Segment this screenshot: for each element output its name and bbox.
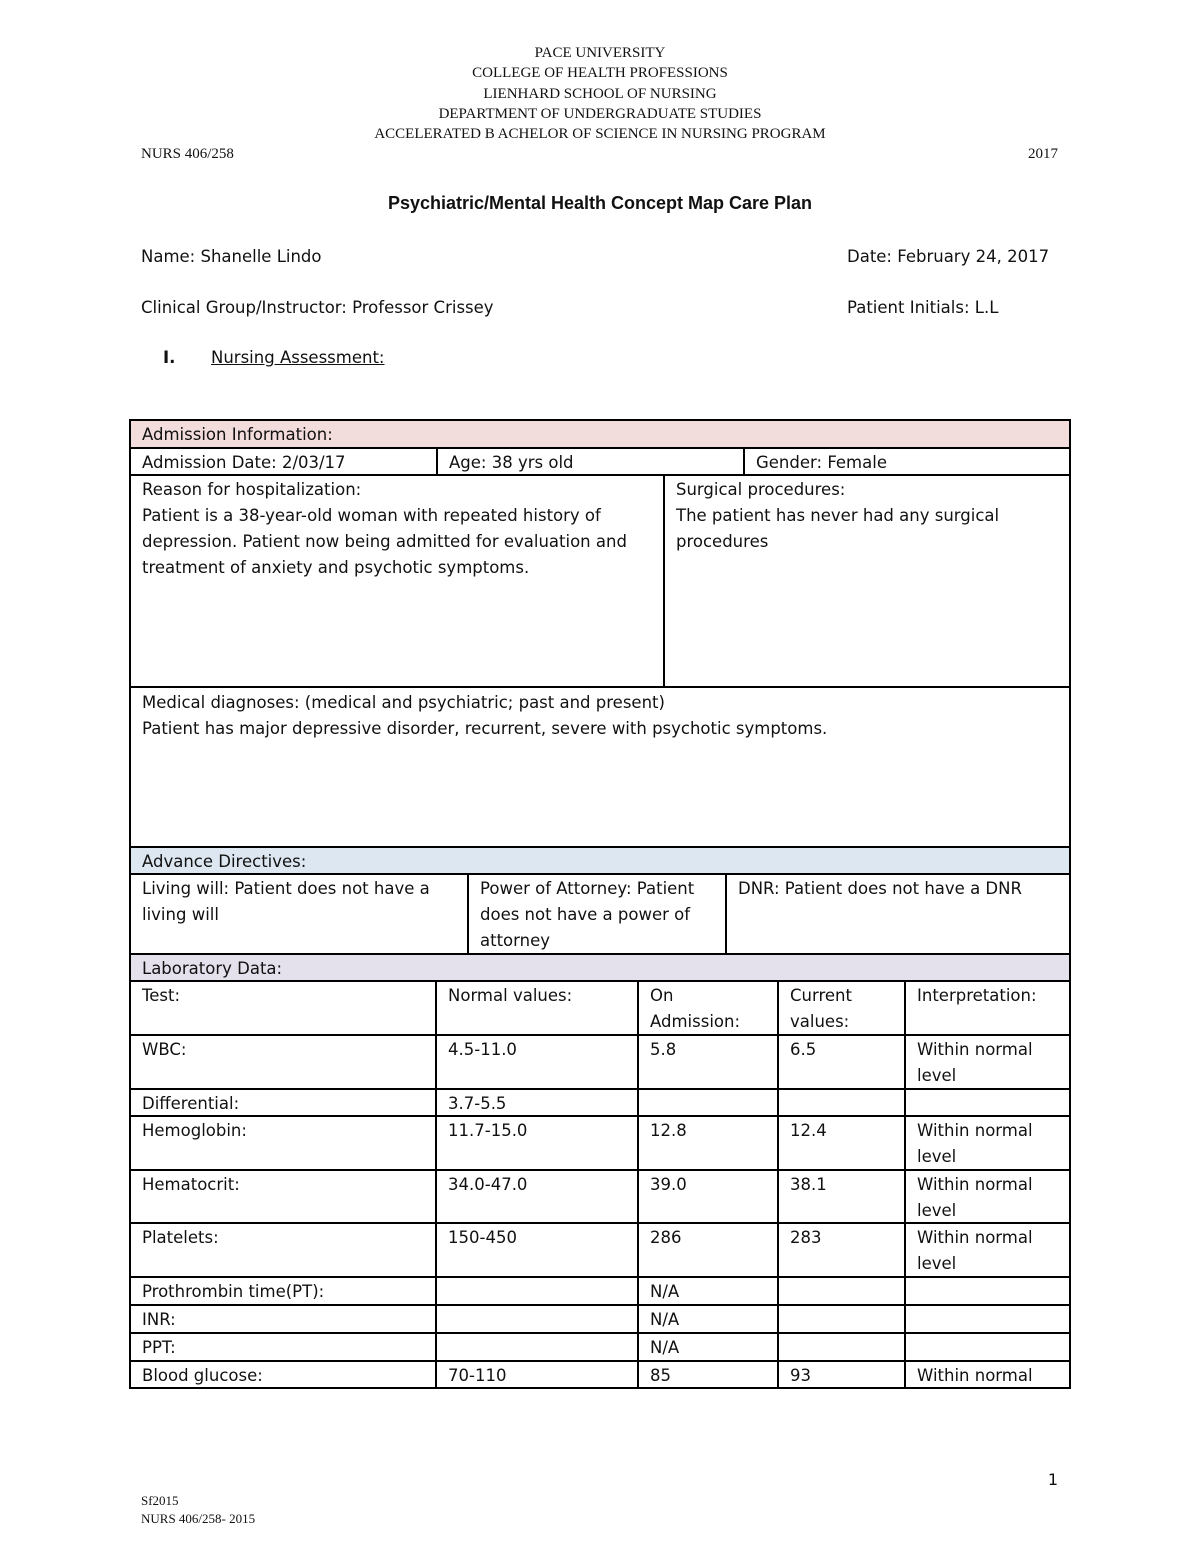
lab-admission: N/A xyxy=(639,1278,779,1304)
footer-course: NURS 406/258- 2015 xyxy=(141,1511,256,1526)
lab-normal xyxy=(437,1306,639,1332)
surgical-cell xyxy=(665,476,1069,686)
table-row xyxy=(131,1334,1069,1362)
lab-test: WBC: xyxy=(131,1036,437,1088)
lab-test: PPT: xyxy=(131,1334,437,1360)
advance-heading-row xyxy=(131,848,1069,875)
reason-label: Reason for hospitalization: xyxy=(142,480,362,499)
lab-current: 283 xyxy=(779,1224,906,1276)
lab-normal: 4.5-11.0 xyxy=(437,1036,639,1088)
footer-note xyxy=(141,1492,255,1528)
lab-normal xyxy=(437,1278,639,1304)
plan-date: Date: February 24, 2017 xyxy=(847,247,1050,266)
living-will: Living will: Patient does not have a living will xyxy=(131,875,469,953)
table-row xyxy=(131,1224,1069,1278)
lab-interpretation: Within normal level xyxy=(917,1228,1033,1273)
lab-admission xyxy=(639,1090,779,1115)
lab-current: 38.1 xyxy=(779,1171,906,1222)
reason-text: Patient is a 38-year-old woman with repeated history of depression. Patient now being admitted for evaluation and treatment of anxiety and psychotic symptoms. xyxy=(142,506,627,577)
lab-test: Hematocrit: xyxy=(131,1171,437,1222)
clinical-group: Clinical Group/Instructor: Professor Crissey xyxy=(141,298,494,317)
lab-test: INR: xyxy=(131,1306,437,1332)
header-line: LIENHARD SCHOOL OF NURSING xyxy=(483,85,717,102)
lab-current xyxy=(779,1334,906,1360)
course-code: NURS 406/258 xyxy=(141,146,234,162)
section-number: I. xyxy=(163,348,176,367)
diagnoses-row xyxy=(131,688,1069,848)
lab-current xyxy=(779,1090,906,1115)
admission-heading-row xyxy=(131,421,1069,449)
table-row xyxy=(131,1117,1069,1171)
lab-normal: 34.0-47.0 xyxy=(437,1171,639,1222)
column-header: On Admission: xyxy=(639,982,779,1034)
reason-surgical-row xyxy=(131,476,1069,688)
header-line: PACE UNIVERSITY xyxy=(534,45,666,61)
header-line: DEPARTMENT OF UNDERGRADUATE STUDIES xyxy=(438,105,762,122)
lab-admission: N/A xyxy=(639,1334,779,1360)
lab-current: 6.5 xyxy=(779,1036,906,1088)
lab-normal xyxy=(437,1334,639,1360)
lab-normal: 11.7-15.0 xyxy=(437,1117,639,1169)
lab-test: Prothrombin time(PT): xyxy=(131,1278,437,1304)
column-header: Normal values: xyxy=(437,982,639,1034)
lab-current: 12.4 xyxy=(779,1117,906,1169)
patient-gender: Gender: Female xyxy=(756,453,887,472)
institution-header xyxy=(0,43,1200,144)
lab-interpretation xyxy=(906,1278,1069,1304)
course-year: 2017 xyxy=(1028,146,1058,162)
diagnoses-text: Patient has major depressive disorder, recurrent, severe with psychotic symptoms. xyxy=(142,719,828,738)
lab-interpretation: Within normal xyxy=(917,1366,1033,1385)
lab-admission: N/A xyxy=(639,1306,779,1332)
column-header: Test: xyxy=(131,982,437,1034)
surgical-label: Surgical procedures: xyxy=(676,480,846,499)
admission-date: Admission Date: 2/03/17 xyxy=(131,449,438,474)
section-title: Nursing Assessment: xyxy=(211,348,385,367)
advance-heading: Advance Directives: xyxy=(142,852,307,871)
lab-admission: 5.8 xyxy=(639,1036,779,1088)
labs-heading: Laboratory Data: xyxy=(142,959,283,978)
dnr-status: DNR: Patient does not have a DNR xyxy=(738,879,1022,898)
lab-current xyxy=(779,1306,906,1332)
labs-header-row xyxy=(131,982,1069,1036)
patient-age: Age: 38 yrs old xyxy=(438,449,745,474)
header-line: COLLEGE OF HEALTH PROFESSIONS xyxy=(472,65,728,82)
assessment-form xyxy=(129,419,1071,1389)
lab-test: Hemoglobin: xyxy=(131,1117,437,1169)
lab-admission: 286 xyxy=(639,1224,779,1276)
footer-code: Sf2015 xyxy=(141,1493,179,1508)
column-header: Interpretation: xyxy=(917,986,1037,1005)
labs-heading-row xyxy=(131,955,1069,982)
table-row xyxy=(131,1171,1069,1224)
lab-interpretation: Within normal level xyxy=(917,1175,1033,1220)
lab-normal: 70-110 xyxy=(437,1362,639,1387)
lab-admission: 85 xyxy=(639,1362,779,1387)
lab-current: 93 xyxy=(779,1362,906,1387)
lab-admission: 39.0 xyxy=(639,1171,779,1222)
table-row xyxy=(131,1278,1069,1306)
lab-interpretation xyxy=(906,1306,1069,1332)
lab-current xyxy=(779,1278,906,1304)
student-name: Name: Shanelle Lindo xyxy=(141,247,322,266)
reason-cell xyxy=(131,476,665,686)
admission-basics-row xyxy=(131,449,1069,476)
advance-directives-row xyxy=(131,875,1069,955)
diagnoses-label: Medical diagnoses: (medical and psychiatric; past and present) xyxy=(142,693,665,712)
column-header: Current values: xyxy=(779,982,906,1034)
power-of-attorney: Power of Attorney: Patient does not have a power of attorney xyxy=(469,875,727,953)
lab-interpretation: Within normal level xyxy=(917,1040,1033,1085)
admission-heading: Admission Information: xyxy=(142,425,333,444)
lab-interpretation xyxy=(906,1090,1069,1115)
patient-initials: Patient Initials: L.L xyxy=(847,298,999,317)
table-row xyxy=(131,1306,1069,1334)
lab-test: Blood glucose: xyxy=(131,1362,437,1387)
table-row xyxy=(131,1090,1069,1117)
lab-normal: 150-450 xyxy=(437,1224,639,1276)
table-row xyxy=(131,1362,1069,1387)
lab-interpretation xyxy=(906,1334,1069,1360)
lab-test: Differential: xyxy=(131,1090,437,1115)
lab-interpretation: Within normal level xyxy=(917,1121,1033,1166)
diagnoses-cell xyxy=(131,688,1069,846)
lab-admission: 12.8 xyxy=(639,1117,779,1169)
document-title: Psychiatric/Mental Health Concept Map Care Plan xyxy=(387,193,813,213)
surgical-text: The patient has never had any surgical procedures xyxy=(676,506,1000,551)
header-line: ACCELERATED B ACHELOR OF SCIENCE IN NURSING PROGRAM xyxy=(374,126,826,143)
lab-normal: 3.7-5.5 xyxy=(437,1090,639,1115)
page-number: 1 xyxy=(1047,1470,1058,1489)
lab-test: Platelets: xyxy=(131,1224,437,1276)
table-row xyxy=(131,1036,1069,1090)
